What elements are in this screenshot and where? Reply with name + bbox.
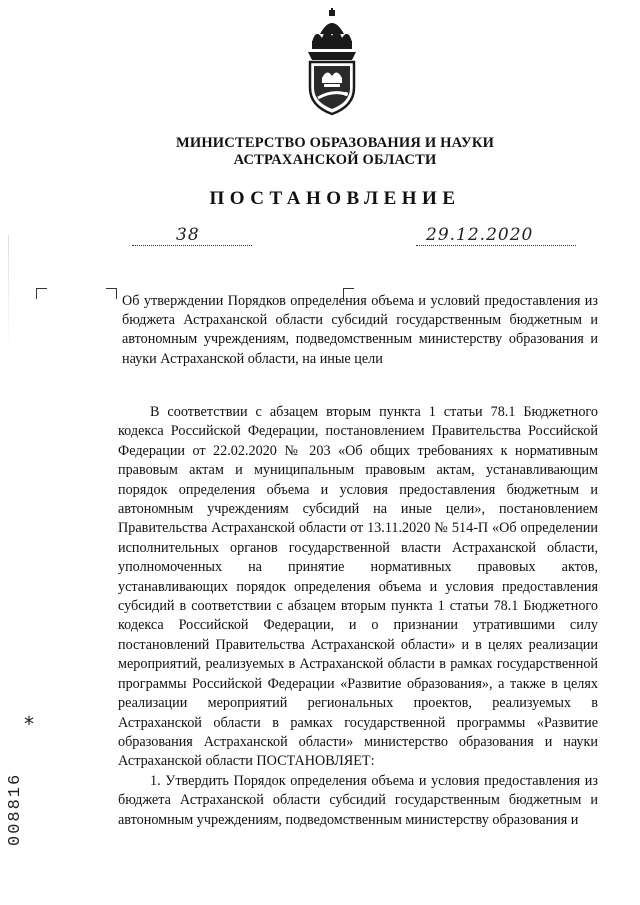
date-underline bbox=[416, 245, 576, 246]
left-corner-bracket bbox=[36, 288, 47, 299]
body-paragraph-1: В соответствии с абзацем вторым пункта 1 статьи 78.1 Бюджетного кодекса Российской Федерации, постановлением Правительства Российской Федерации от 22.02.2020 № 203 «Об общих требованиях к нормативным правовым актам и муниципальным правовым актам, устанавливающим порядок определения объема и условия предоставления бюджетным и автономным учреждениям субсидий на иные цели», постановлением Правительства Астраханской области от 13.11.2020 № 514-П «Об определении исполнительных органов государственной власти Астраханской области, уполномоченных на принятие нормативных правовых актов, устанавливающих порядок определения объема и условия предоставления субсидий в соответствии с абзацем вторым пункта 1 статьи 78.1 Бюджетного кодекса Российской Федерации, и о признании утратившими силу постановлений Правительства Астраханской области» и в целях реализации мероприятий, реализуемых в Астраханской области в рамках государственной программы Российской Федерации «Развитие образования», а также в целях реализации мероприятий региональных проектов, реализуемых в Астраханской области в рамках государственной программы «Развитие образования Астраханской области» министерство образования и науки Астраханской области ПОСТАНОВЛЯЕТ: bbox=[118, 404, 598, 770]
document-subject: Об утверждении Порядков определения объема и условий предоставления из бюджета Астраханской области субсидий государственным бюджетным и автономным учреждениям, подведомственным министерству образования и науки Астраханской области, на иные цели bbox=[122, 293, 598, 367]
margin-stamp-number: 008816 bbox=[6, 772, 25, 846]
document-body bbox=[118, 403, 598, 830]
ministry-line-2: АСТРАХАНСКОЙ ОБЛАСТИ bbox=[233, 152, 437, 168]
scan-artifact-line bbox=[8, 235, 9, 355]
document-number: 38 bbox=[176, 225, 200, 245]
coat-of-arms-emblem bbox=[300, 8, 364, 118]
document-date: 29.12.2020 bbox=[426, 225, 534, 245]
document-type-title: ПОСТАНОВЛЕНИЕ bbox=[209, 188, 461, 209]
number-underline bbox=[132, 245, 252, 246]
subject-corner-bracket-left bbox=[106, 288, 117, 299]
margin-star: * bbox=[24, 712, 34, 736]
ministry-line-1: МИНИСТЕРСТВО ОБРАЗОВАНИЯ И НАУКИ bbox=[175, 135, 495, 151]
ministry-name bbox=[140, 135, 530, 169]
body-paragraph-2: 1. Утвердить Порядок определения объема и условия предоставления из бюджета Астраханской области субсидий государственным бюджетным и автономным учреждениям, подведомственным министерству образования и bbox=[118, 772, 598, 828]
